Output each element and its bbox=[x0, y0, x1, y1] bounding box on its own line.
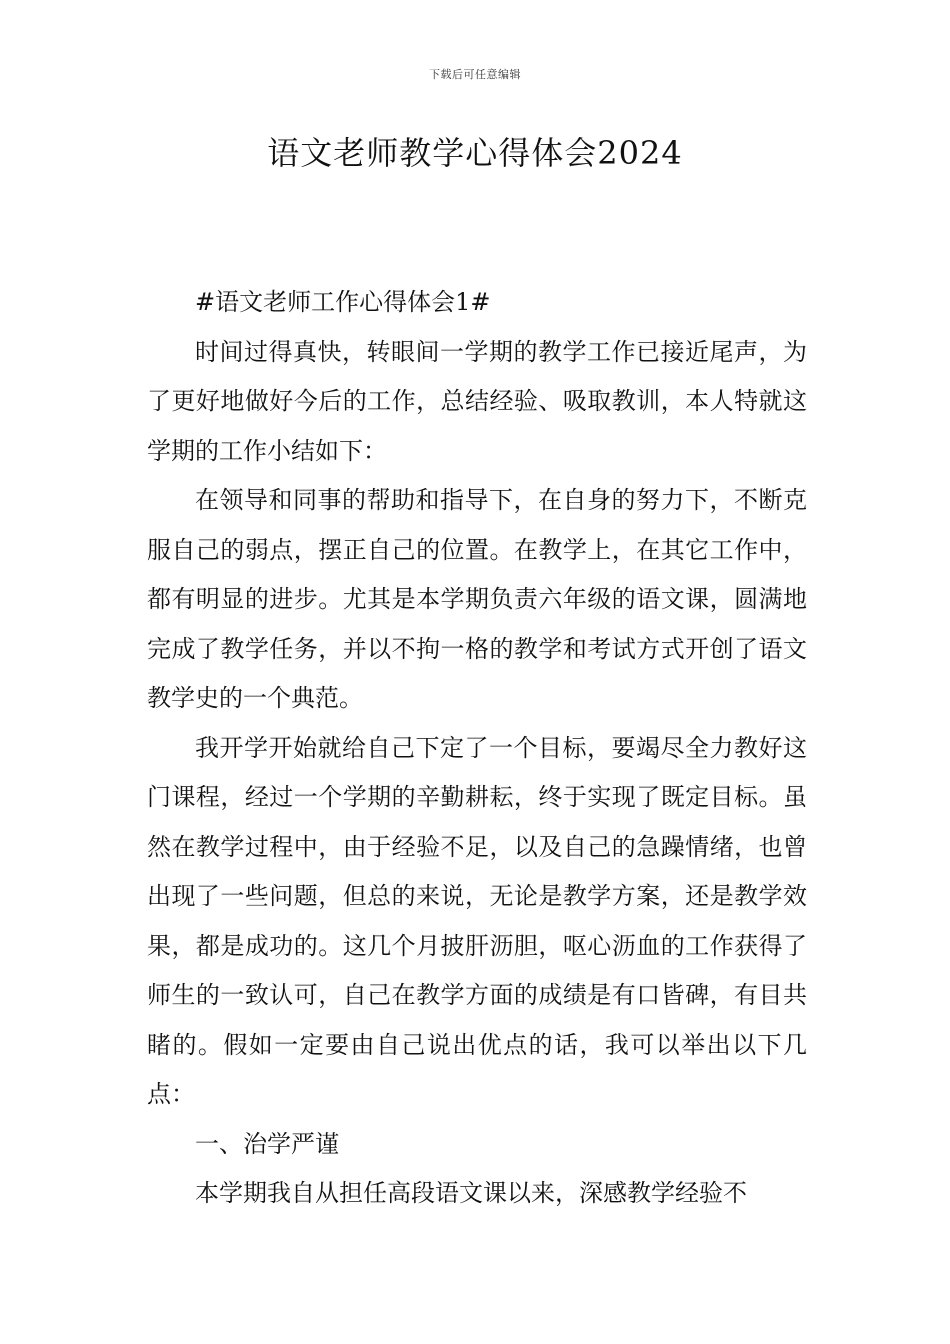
document-title: 语文老师教学心得体会2024 bbox=[267, 134, 683, 172]
paragraph: 在领导和同事的帮助和指导下，在自身的努力下，不断克服自己的弱点，摆正自己的位置。在教学上，在其它工作中，都有明显的进步。尤其是本学期负责六年级的语文课，圆满地完成了教学任务，并以不拘一格的教学和考试方式开创了语文教学史的一个典范。 bbox=[147, 486, 807, 712]
subsection-heading: 一、治学严谨 bbox=[195, 1129, 339, 1158]
section-heading: #语文老师工作心得体会1# bbox=[195, 288, 491, 316]
paragraph: 本学期我自从担任高段语文课以来，深感教学经验不 bbox=[195, 1179, 747, 1207]
paragraph: 时间过得真快，转眼间一学期的教学工作已接近尾声，为了更好地做好今后的工作，总结经验、吸取教训，本人特就这学期的工作小结如下： bbox=[147, 337, 807, 465]
header-note: 下载后可任意编辑 bbox=[429, 68, 521, 81]
paragraph: 我开学开始就给自己下定了一个目标，要竭尽全力教好这门课程，经过一个学期的辛勤耕耘，终于实现了既定目标。虽然在教学过程中，由于经验不足，以及自己的急躁情绪，也曾出现了一些问题，但总的来说，无论是教学方案，还是教学效果，都是成功的。这几个月披肝沥胆，呕心沥血的工作获得了师生的一致认可，自己在教学方面的成绩是有口皆碑，有目共睹的。假如一定要由自己说出优点的话，我可以举出以下几点： bbox=[147, 733, 807, 1108]
document-body bbox=[147, 278, 807, 1219]
